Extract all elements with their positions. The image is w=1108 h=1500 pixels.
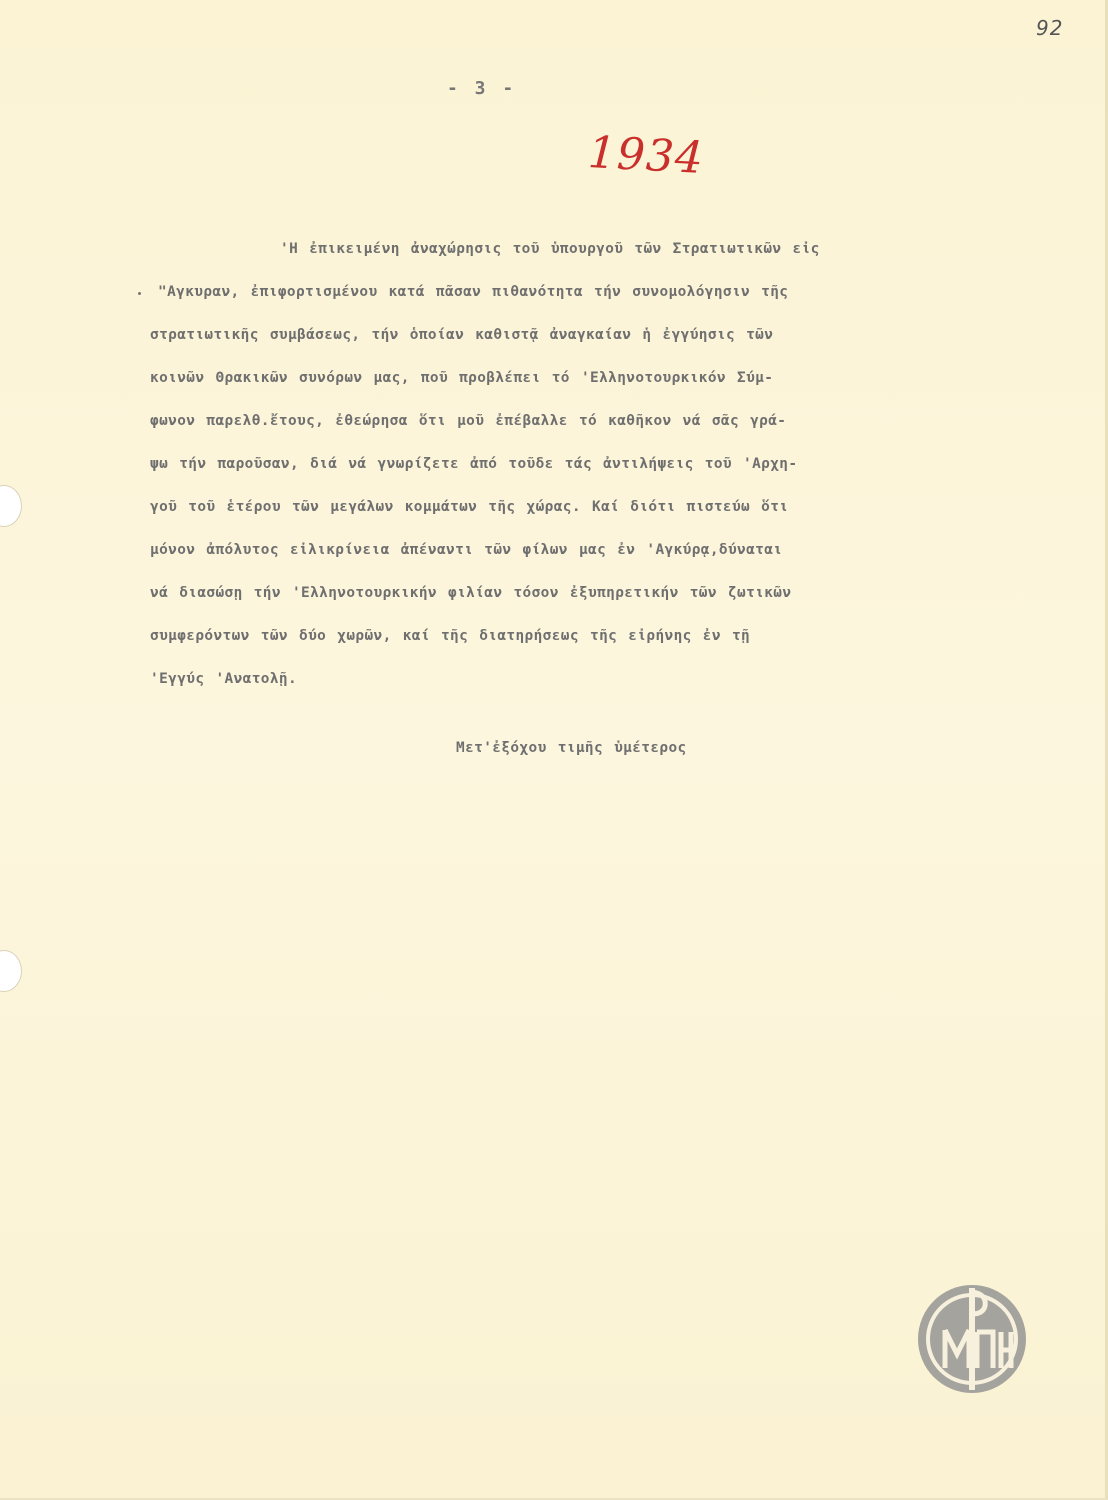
text-line: κοινῶν Θρακικῶν συνόρων μας, ποῦ προβλέπει τό 'Ελληνοτουρκικόν Σύμ- (150, 370, 774, 386)
text-line: "Αγκυραν, ἐπιφορτισμένου κατά πᾶσαν πιθανότητα τήν συνομολόγησιν τῆς (158, 284, 789, 300)
page-number: - 3 - (447, 78, 517, 99)
ink-speck (138, 292, 141, 295)
punch-hole (0, 950, 22, 992)
handwritten-year-annotation: 1934 (586, 126, 706, 185)
punch-hole (0, 485, 22, 527)
archive-stamp-logo (915, 1282, 1029, 1396)
text-line: 'Η ἐπικειμένη ἀναχώρησις τοῦ ὑπουργοῦ τῶν Στρατιωτικῶν εἰς (280, 241, 820, 257)
text-line: συμφερόντων τῶν δύο χωρῶν, καί τῆς διατηρήσεως τῆς εἰρήνης ἐν τῇ (150, 628, 751, 644)
text-line: φωνον παρελθ.ἔτους, ἐθεώρησα ὅτι μοῦ ἐπέβαλλε τό καθῆκον νά σᾶς γρά- (150, 413, 787, 429)
closing-salutation: Μετ'ἐξόχου τιμῆς ὑμέτερος (456, 740, 687, 756)
text-line: γοῦ τοῦ ἑτέρου τῶν μεγάλων κομμάτων τῆς χώρας. Καί διότι πιστεύω ὅτι (150, 499, 789, 515)
text-line: μόνον ἀπόλυτος εἰλικρίνεια ἀπέναντι τῶν φίλων μας ἐν 'Αγκύρᾳ,δύναται (150, 542, 783, 558)
letter-body (150, 228, 1100, 701)
archive-page-number: 92 (1036, 16, 1064, 40)
text-line: στρατιωτικῆς συμβάσεως, τήν ὁποίαν καθιστᾷ ἀναγκαίαν ἡ ἐγγύησις τῶν (150, 327, 774, 343)
text-line: 'Εγγύς 'Ανατολῇ. (150, 671, 298, 687)
text-line: ψω τήν παροῦσαν, διά νά γνωρίζετε ἀπό τοῦδε τάς ἀντιλήψεις τοῦ 'Αρχη- (150, 456, 798, 472)
text-line: νά διασώσῃ τήν 'Ελληνοτουρκικήν φιλίαν τόσον ἐξυπηρετικήν τῶν ζωτικῶν (150, 585, 792, 601)
